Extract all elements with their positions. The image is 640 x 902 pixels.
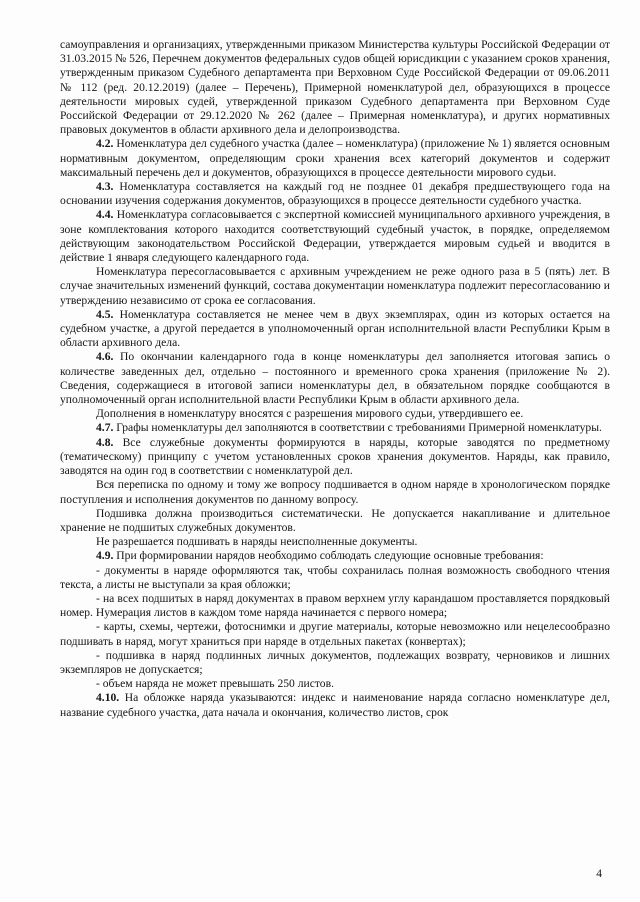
paragraph-text: - документы в наряде оформляются так, чтобы сохранилась полная возможность свободного чтения текста, а листы не выступали за края обложки; <box>60 563 610 591</box>
paragraph <box>60 407 610 421</box>
paragraph-text: Номенклатура согласовывается с экспертной комиссией муниципального архивного учреждения, в зоне комплектования которого находится соответствующий судебный участок, в порядке, определяемом действующим законодательством Российской Федерации, утверждается мировым судьей и вводится в действие 1 января следующего календарного года. <box>60 208 610 265</box>
paragraph-text: Подшивка должна производиться систематически. Не допускается накапливание и длительное хранение не подшитых служебных документов. <box>60 506 610 534</box>
paragraph <box>60 649 610 677</box>
paragraph-text: Дополнения в номенклатуру вносятся с разрешения мирового судьи, утвердившего ее. <box>96 407 524 421</box>
paragraph <box>60 350 610 407</box>
paragraph <box>60 208 610 265</box>
paragraph-text: Номенклатура составляется на каждый год не позднее 01 декабря предшествующего года на основании изучения содержания документов, образующихся в процессе деятельности судебного участка. <box>60 180 610 208</box>
paragraph <box>60 507 610 535</box>
clause-number: 4.2. <box>96 137 114 151</box>
paragraph <box>60 308 610 351</box>
clause-number: 4.6. <box>96 350 114 364</box>
clause-number: 4.5. <box>96 307 114 321</box>
paragraph <box>60 478 610 506</box>
paragraph-text: Все служебные документы формируются в наряды, которые заводятся по предметному (тематическому) принципу с учетом установленных сроков хранения документов. Наряды, как правило, заводятся на один год в соответствии с номенклатурой дел. <box>60 435 610 478</box>
clause-number: 4.10. <box>96 691 120 705</box>
paragraph <box>60 691 610 719</box>
document-body <box>60 38 610 720</box>
paragraph-text: Номенклатура дел судебного участка (далее – номенклатура) (приложение № 1) является основным нормативным документом, определяющим сроки хранения всех категорий документов и содержит максимальный перечень дел и документов, образующихся в процессе деятельности мирового судьи. <box>60 137 610 179</box>
paragraph <box>60 137 610 180</box>
paragraph <box>60 265 610 308</box>
paragraph <box>60 180 610 208</box>
paragraph <box>60 421 610 435</box>
paragraph <box>60 436 610 479</box>
paragraph-text: Номенклатура пересогласовывается с архивным учреждением не реже одного раза в 5 (пять) лет. В случае значительных изменений функций, состава документации номенклатура подлежит пересогласованию и утверждению независимо от срока ее согласования. <box>60 265 610 307</box>
clause-number: 4.3. <box>96 180 114 194</box>
page-number: 4 <box>596 868 602 880</box>
paragraph-text: Номенклатура составляется не менее чем в двух экземплярах, один из которых остается на судебном участке, а другой передается в уполномоченный орган исполнительной власти Республики Крым в области архивного дела. <box>60 307 610 350</box>
paragraph <box>60 535 610 549</box>
paragraph-text: Вся переписка по одному и тому же вопросу подшивается в одном наряде в хронологическом порядке поступления и исполнения документов по данному вопросу. <box>60 478 610 506</box>
paragraph-text: - объем наряда не может превышать 250 листов. <box>96 677 334 691</box>
paragraph-text: Графы номенклатуры дел заполняются в соответствии с требованиями Примерной номенклатуры. <box>113 421 602 435</box>
paragraph <box>60 592 610 620</box>
clause-number: 4.8. <box>96 435 114 449</box>
paragraph-text: - карты, схемы, чертежи, фотоснимки и другие материалы, которые невозможно или нецелесообразно подшивать в наряд, могут храниться при наряде в отдельных пакетах (конвертах); <box>60 620 610 648</box>
paragraph-text: На обложке наряда указываются: индекс и наименование наряда согласно номенклатуре дел, название судебного участка, дата начала и окончания, количество листов, срок <box>60 691 610 719</box>
paragraph-text: При формировании нарядов необходимо соблюдать следующие основные требования: <box>113 549 544 563</box>
paragraph <box>60 564 610 592</box>
clause-number: 4.7. <box>96 421 114 435</box>
clause-number: 4.9. <box>96 549 114 563</box>
paragraph-text: - подшивка в наряд подлинных личных документов, подлежащих возврату, черновиков и лишних экземпляров не допускается; <box>60 648 610 676</box>
paragraph-text: самоуправления и организациях, утвержденными приказом Министерства культуры Российской Федерации от 31.03.2015 № 526, Перечнем документов федеральных судов общей юрисдикции с указанием сроков хранения, утвержденным приказом Судебного департамента при Верховном Суде Российской Федерации от 09.06.2011 № 112 (ред. 20.12.2019) (далее – Перечень), Примерной номенклатурой дел, образующихся в процессе деятельности мировых судей, утвержденной приказом Судебного департамента при Верховном Суде Российской Федерации от 29.12.2020 № 262 (далее – Примерная номенклатура), и других нормативных правовых документов в области архивного дела и делопроизводства. <box>60 38 610 137</box>
paragraph-text: По окончании календарного года в конце номенклатуры дел заполняется итоговая запись о количестве заведенных дел, отдельно – постоянного и временного срока хранения (приложение № 2). Сведения, содержащиеся в итоговой записи номенклатуры дел, в обязательном порядке сообщаются в уполномоченный орган исполнительной власти Республики Крым в области архивного дела. <box>60 350 610 407</box>
paragraph <box>60 620 610 648</box>
clause-number: 4.4. <box>96 208 114 222</box>
paragraph <box>60 549 610 563</box>
paragraph <box>60 38 610 137</box>
paragraph-text: Не разрешается подшивать в наряды неисполненные документы. <box>96 535 418 549</box>
paragraph <box>60 677 610 691</box>
paragraph-text: - на всех подшитых в наряд документах в правом верхнем углу карандашом проставляется порядковый номер. Нумерация листов в каждом томе наряда начинается с первого номера; <box>60 591 610 620</box>
